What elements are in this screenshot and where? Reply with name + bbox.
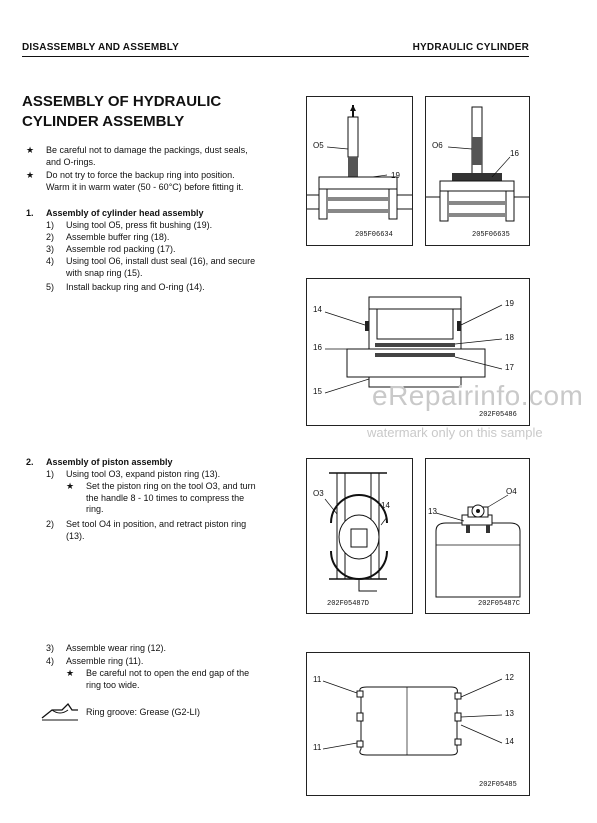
fig3-label: 17 <box>505 363 514 372</box>
note-2 <box>46 170 243 193</box>
fig2-label-tool: O6 <box>432 141 443 150</box>
figure-6 <box>306 652 530 796</box>
note-2-line-2: Warm it in warm water (50 - 60°C) before fitting it. <box>46 181 244 192</box>
fig3-label: 18 <box>505 333 514 342</box>
fig1-label-part: 19 <box>391 171 400 180</box>
grease-icon <box>40 700 80 722</box>
s1-step-num: 3) <box>46 244 55 254</box>
s2-step-num: 3) <box>46 643 55 653</box>
s2-step-num: 4) <box>46 656 55 666</box>
s2-step-1-note <box>86 481 256 516</box>
fig3-label: 16 <box>313 343 322 352</box>
figure-2-drawing <box>426 97 529 245</box>
fig6-label: 11 <box>313 743 322 752</box>
figure-5-drawing <box>426 459 529 613</box>
fig6-label: 11 <box>313 675 322 684</box>
figure-4 <box>306 458 413 614</box>
fig6-label: 12 <box>505 673 514 682</box>
header-rule <box>22 56 529 57</box>
fig3-label: 15 <box>313 387 322 396</box>
s2-step-3: Assemble wear ring (12). <box>66 643 167 653</box>
fig5-label-tool: O4 <box>506 487 517 496</box>
s2-note-line: the handle 8 - 10 times to compress the <box>86 492 245 503</box>
section-1-title: Assembly of cylinder head assembly <box>46 208 204 218</box>
note-1 <box>46 145 248 168</box>
fig4-code: 202F05487D <box>327 600 370 608</box>
fig3-code: 202F05486 <box>479 411 517 419</box>
s2-step-2-line: Set tool O4 in position, and retract piston ring <box>66 519 247 529</box>
star-icon: ★ <box>66 668 75 678</box>
s1-step-num: 1) <box>46 220 55 230</box>
s1-step-num: 2) <box>46 232 55 242</box>
page-title <box>22 92 221 132</box>
header-right: HYDRAULIC CYLINDER <box>412 42 529 53</box>
section-2-title: Assembly of piston assembly <box>46 457 173 467</box>
s1-step-num: 4) <box>46 256 55 266</box>
fig6-label: 14 <box>505 737 514 746</box>
fig1-label-tool: O5 <box>313 141 324 150</box>
figure-4-drawing <box>307 459 412 613</box>
star-icon: ★ <box>26 170 35 180</box>
fig2-label-part: 16 <box>510 149 519 158</box>
s2-note-line: ring too wide. <box>86 679 140 690</box>
fig4-label-tool: O3 <box>313 489 324 498</box>
figure-2 <box>425 96 530 246</box>
star-icon: ★ <box>26 145 35 155</box>
fig5-code: 202F05487C <box>478 600 521 608</box>
fig6-code: 202F05485 <box>479 781 517 789</box>
s1-step-text: Assemble buffer ring (18). <box>66 232 170 242</box>
note-1-line-1: Be careful not to damage the packings, dust seals, <box>46 145 248 155</box>
s2-step-num: 2) <box>46 519 55 529</box>
fig4-label-part: 14 <box>381 501 390 510</box>
s1-step-num: 5) <box>46 282 55 292</box>
title-line-2: CYLINDER ASSEMBLY <box>22 113 185 130</box>
s1-step-text: with snap ring (15). <box>66 268 143 278</box>
watermark-note: watermark only on this sample <box>367 425 543 440</box>
s2-note-line: ring. <box>86 504 104 514</box>
note-2-line-1: Do not try to force the backup ring into position. <box>46 170 235 180</box>
s2-step-1: Using tool O3, expand piston ring (13). <box>66 469 221 479</box>
s2-step-2-line: (13). <box>66 530 85 541</box>
s1-step-text: Using tool O5, press fit bushing (19). <box>66 220 213 230</box>
s2-step-2 <box>66 519 246 542</box>
fig5-label-part: 13 <box>428 507 437 516</box>
fig3-label: 14 <box>313 305 322 314</box>
fig1-code: 205F06634 <box>355 231 393 239</box>
s2-step-4: Assemble ring (11). <box>66 656 144 666</box>
s2-note-line: Be careful not to open the end gap of the <box>86 668 250 678</box>
figure-6-drawing <box>307 653 529 795</box>
figure-5 <box>425 458 530 614</box>
note-1-line-2: and O-rings. <box>46 156 96 167</box>
header-left: DISASSEMBLY AND ASSEMBLY <box>22 42 180 53</box>
figure-1 <box>306 96 413 246</box>
fig6-label: 13 <box>505 709 514 718</box>
s2-step-num: 1) <box>46 469 55 479</box>
fig2-code: 205F06635 <box>472 231 510 239</box>
section-2-number: 2. <box>26 457 34 467</box>
fig3-label: 19 <box>505 299 514 308</box>
s2-step-4-note <box>86 668 249 691</box>
watermark-brand: eRepairinfo.com <box>372 380 584 411</box>
s1-step-text: Install backup ring and O-ring (14). <box>66 282 205 292</box>
grease-text: Ring groove: Grease (G2-LI) <box>86 707 201 717</box>
s1-step-text: Using tool O6, install dust seal (16), and secure <box>66 256 256 266</box>
star-icon: ★ <box>66 481 75 491</box>
s2-note-line: Set the piston ring on the tool O3, and turn <box>86 481 256 491</box>
s1-step-text: Assemble rod packing (17). <box>66 244 176 254</box>
section-1-number: 1. <box>26 208 34 218</box>
title-line-1: ASSEMBLY OF HYDRAULIC <box>22 93 222 110</box>
